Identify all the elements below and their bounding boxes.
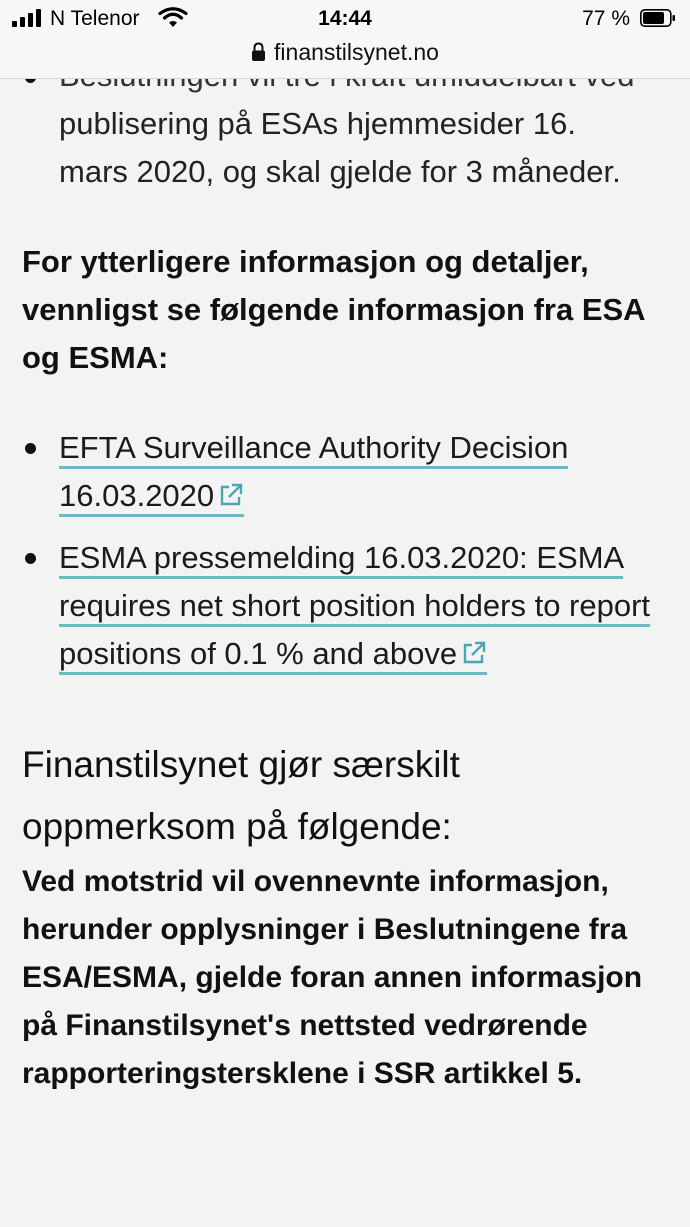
info-paragraph: For ytterligere informasjon og detaljer, vennligst se følgende informasjon fra ESA og ESMA: <box>22 244 645 375</box>
lock-icon <box>251 42 266 62</box>
list-item-text: publisering på ESAs hjemmesider 16. <box>59 106 576 141</box>
status-bar <box>0 0 690 36</box>
bullet-icon <box>25 443 36 454</box>
list-item <box>22 534 662 678</box>
list-item-text: mars 2020, og skal gjelde for 3 måneder. <box>59 154 621 189</box>
link-list <box>22 424 662 678</box>
link-label: ESMA pressemelding 16.03.2020: ESMA requires net short position holders to report positions of 0.1 % and above <box>59 540 651 671</box>
section-heading: Finanstilsynet gjør særskilt oppmerksom på følgende: <box>22 744 460 847</box>
battery-percentage: 77 % <box>582 7 630 30</box>
external-link-icon <box>218 482 244 508</box>
external-link-icon <box>461 640 487 666</box>
url-text: finanstilsynet.no <box>274 38 439 65</box>
notice-paragraph: Ved motstrid vil ovennevnte informasjon, herunder opplysninger i Beslutningene fra ESA/ESMA, gjelde foran annen informasjon på Finanstilsynet's nettsted vedrørende rapporteringstersklene i SSR artikkel 5. <box>22 865 643 1090</box>
esma-press-release-link[interactable] <box>59 540 650 675</box>
battery-icon <box>640 9 676 27</box>
list-item <box>22 424 662 520</box>
carrier-name: N Telenor <box>50 7 140 30</box>
esa-decision-link[interactable] <box>59 430 568 517</box>
address-bar[interactable] <box>0 36 690 68</box>
article-content <box>22 52 662 1098</box>
browser-top-bar <box>0 0 690 79</box>
link-label: EFTA Surveillance Authority Decision 16.03.2020 <box>59 430 569 513</box>
bullet-icon <box>25 553 36 564</box>
clock-time: 14:44 <box>318 7 372 30</box>
